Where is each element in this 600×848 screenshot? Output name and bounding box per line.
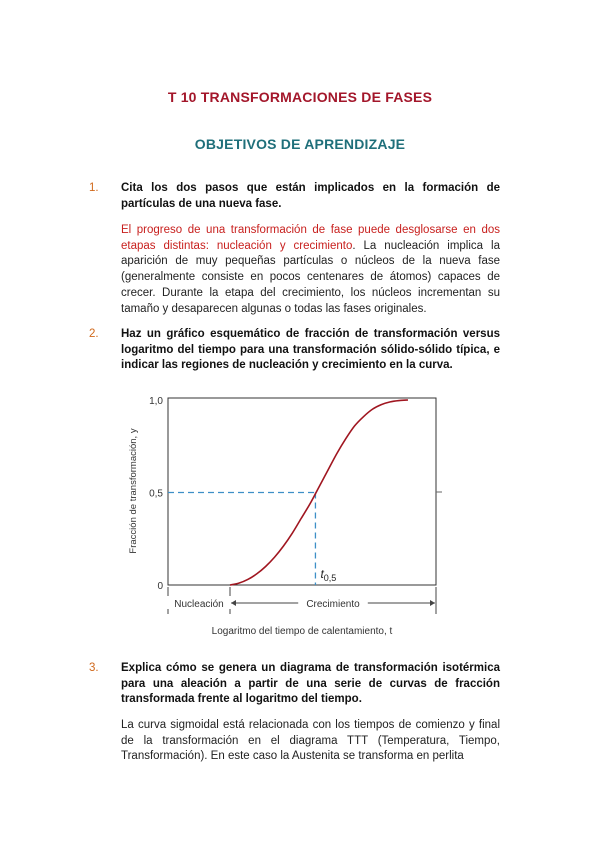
page-title: T 10 TRANSFORMACIONES DE FASES bbox=[167, 89, 433, 105]
y-tick-labels bbox=[149, 396, 163, 592]
y-tick-label: 1,0 bbox=[149, 396, 163, 407]
arrowhead bbox=[231, 600, 236, 606]
question-text: Cita los dos pasos que están implicados en la formación de partículas de una nueva fase. bbox=[121, 182, 500, 210]
region-label: Nucleación bbox=[174, 599, 224, 610]
arrowhead bbox=[430, 600, 435, 606]
sigmoid-curve bbox=[230, 400, 408, 585]
question-text: Haz un gráfico esquemático de fracción de transformación versus logaritmo del tiempo para una transformación sólido-sólido típica, e indicar las regiones de nucleación y crecimiento en la curva. bbox=[121, 328, 500, 371]
t05-main: t bbox=[320, 567, 324, 581]
question-text: Explica cómo se genera un diagrama de transformación isotérmica para una aleación a partir de una serie de curvas de fracción transformada frente al logaritmo del tiempo. bbox=[121, 662, 500, 705]
answer-paragraph-3: La curva sigmoidal está relacionada con los tiempos de comienzo y final de la transformación en el diagrama TTT (Temperatura, Tiempo, Transformación). En este caso la Austenita se transforma en perlita bbox=[121, 719, 500, 763]
plot-frame bbox=[168, 398, 436, 585]
answer-paragraph bbox=[121, 223, 500, 317]
section-subtitle: OBJETIVOS DE APRENDIZAJE bbox=[194, 136, 406, 152]
y-tick-label: 0 bbox=[157, 581, 163, 592]
question-number: 2. bbox=[89, 328, 99, 340]
y-tick-label: 0,5 bbox=[149, 488, 163, 500]
x-axis-label: Logaritmo del tiempo de calentamiento, t bbox=[211, 626, 393, 637]
y-axis-label: Fracción de transformación, y bbox=[128, 428, 139, 554]
region-indicator bbox=[167, 587, 436, 614]
t05-sub: 0,5 bbox=[323, 573, 337, 583]
answer-highlight: El progreso de una transformación de fase puede desglosarse en dos etapas distintas: nucleación y crecimiento bbox=[121, 224, 500, 252]
transformation-chart bbox=[120, 388, 460, 648]
question-number: 3. bbox=[89, 662, 99, 674]
answer-continuation: . La nucleación implica la aparición de muy pequeñas partículas o núcleos de la nueva fase (generalmente consiste en pocos centenares de átomos) capaces de crecer. Durante la etapa del crecimiento, los núcleos incrementan su tamaño y desaparecen algunas o todas las fases originales. bbox=[121, 239, 500, 315]
region-label: Crecimiento bbox=[306, 599, 360, 610]
question-number: 1. bbox=[89, 182, 99, 194]
t05-label bbox=[320, 567, 336, 583]
